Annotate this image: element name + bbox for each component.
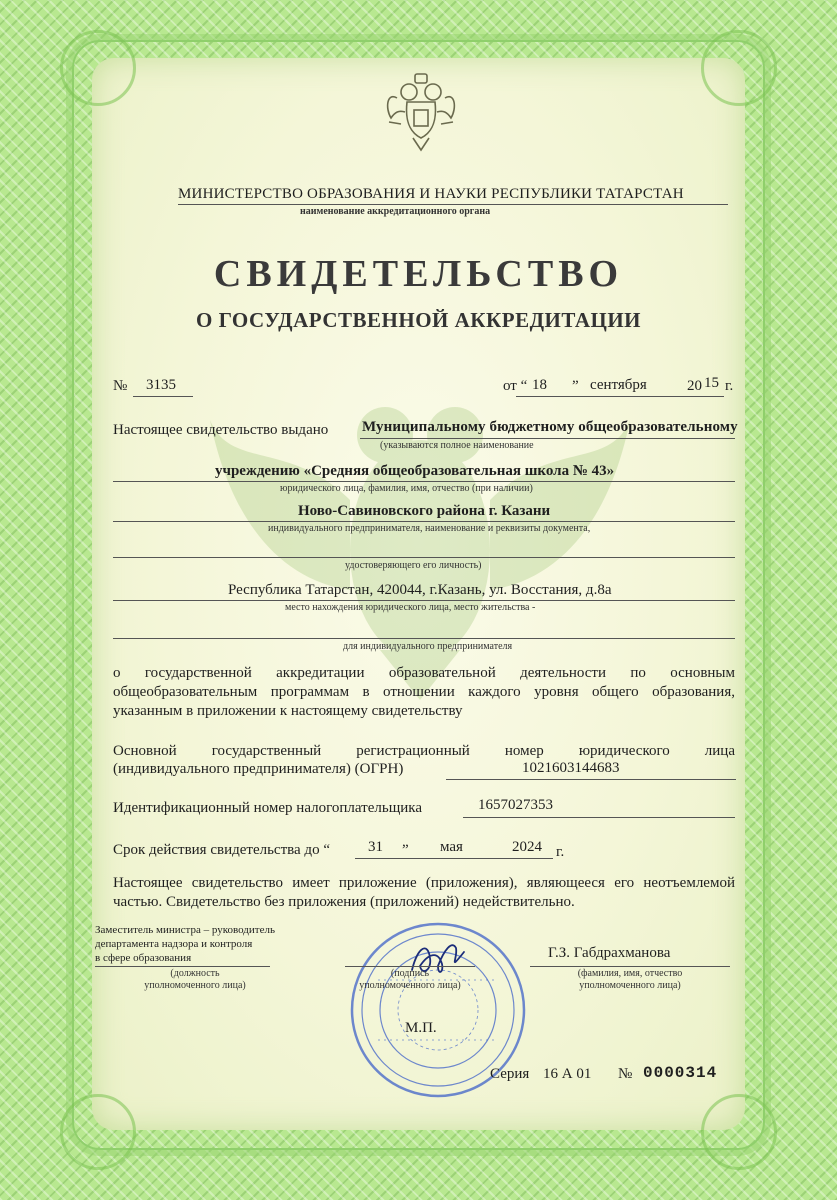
corner-ornament-tr <box>701 30 777 106</box>
address: Республика Татарстан, 420044, г.Казань, ул. Восстания, д.8а <box>228 582 612 598</box>
accreditation-statement: о государственной аккредитации образовательной деятельности по основным общеобразовательным программам в отношении каждого уровня общего образования, указанным в приложении к настоящему свидетельству <box>113 665 735 719</box>
signature-caption-line1: (подпись <box>390 968 430 979</box>
date-year-prefix: 20 <box>687 378 702 394</box>
series-label: Серия <box>490 1066 530 1082</box>
corner-ornament-tl <box>60 30 136 106</box>
issued-to-underline4 <box>113 557 735 558</box>
stamp-place-label: М.П. <box>405 1020 437 1036</box>
caption-location: место нахождения юридического лица, место жительства - <box>285 602 536 613</box>
corner-ornament-br <box>701 1094 777 1170</box>
appendix-statement: Настоящее свидетельство имеет приложение (приложения), являющееся его неотъемлемой частью. Свидетельство без приложения (приложений) недействительно. <box>113 875 735 910</box>
corner-ornament-bl <box>60 1094 136 1170</box>
name-caption <box>540 968 720 992</box>
date-from-label: от “ <box>503 378 528 394</box>
certificate-number: 3135 <box>146 377 176 393</box>
date-day: 18 <box>532 377 547 393</box>
signatory-position <box>95 923 275 965</box>
ministry-name: МИНИСТЕРСТВО ОБРАЗОВАНИЯ И НАУКИ РЕСПУБЛИКИ ТАТАРСТАН <box>178 186 684 202</box>
inn-underline <box>463 817 735 818</box>
ogrn-label: (индивидуального предпринимателя) (ОГРН) <box>113 761 404 777</box>
ministry-underline <box>178 204 728 205</box>
validity-year: 2024 <box>512 839 542 855</box>
ogrn-value: 1021603144683 <box>522 760 620 776</box>
issued-to-line1: Муниципальному бюджетному общеобразовательному <box>362 419 738 435</box>
position-caption-line2: уполномоченного лица) <box>144 980 246 991</box>
name-underline <box>530 966 730 967</box>
caption-identity-document: удостоверяющего его личность) <box>345 560 482 571</box>
position-caption-line1: (должность <box>170 968 220 979</box>
position-caption <box>120 968 270 992</box>
ogrn-underline <box>446 779 736 780</box>
issued-to-label: Настоящее свидетельство выдано <box>113 422 329 438</box>
signatory-position-line3: в сфере образования <box>95 952 192 964</box>
date-year-suffix: 15 <box>704 375 719 391</box>
issued-to-line2: учреждению «Средняя общеобразовательная школа № 43» <box>215 463 615 479</box>
caption-legal-entity: юридического лица, фамилия, имя, отчество (при наличии) <box>280 483 533 494</box>
inn-label: Идентификационный номер налогоплательщика <box>113 800 423 816</box>
date-month: сентября <box>590 377 647 393</box>
document-subtitle: О ГОСУДАРСТВЕННОЙ АККРЕДИТАЦИИ <box>195 308 642 332</box>
name-caption-line2: уполномоченного лица) <box>579 980 681 991</box>
date-year-label: г. <box>725 378 734 394</box>
inn-value: 1657027353 <box>478 797 553 813</box>
date-close-quote: ” <box>572 378 579 394</box>
coat-of-arms-icon <box>383 72 459 152</box>
caption-entrepreneur-residence: для индивидуального предпринимателя <box>343 641 513 652</box>
validity-underline <box>355 858 553 859</box>
address-underline2 <box>113 638 735 639</box>
signature-caption-line2: уполномоченного лица) <box>359 980 461 991</box>
validity-month: мая <box>440 839 463 855</box>
ogrn-description: Основной государственный регистрационный номер юридического лица <box>113 743 735 759</box>
caption-entrepreneur: индивидуального предпринимателя, наименование и реквизиты документа, <box>268 523 591 534</box>
document-title: СВИДЕТЕЛЬСТВО <box>213 253 624 295</box>
validity-day: 31 <box>368 839 383 855</box>
serial-label: № <box>618 1066 633 1082</box>
serial-number: 0000314 <box>643 1064 718 1082</box>
signatory-name: Г.З. Габдрахманова <box>548 945 671 961</box>
issued-to-underline1 <box>360 438 735 439</box>
caption-full-name: (указываются полное наименование <box>380 440 534 451</box>
signature-caption <box>345 968 475 992</box>
validity-label: Срок действия свидетельства до “ <box>113 842 330 858</box>
ministry-caption: наименование аккредитационного органа <box>300 206 491 217</box>
issued-to-underline3 <box>113 521 735 522</box>
issued-to-line3: Ново-Савиновского района г. Казани <box>298 503 551 519</box>
name-caption-line1: (фамилия, имя, отчество <box>577 968 683 979</box>
validity-year-label: г. <box>556 844 565 860</box>
address-underline <box>113 600 735 601</box>
validity-close-quote: ” <box>402 842 409 858</box>
position-underline <box>95 966 270 967</box>
signatory-position-line2: департамента надзора и контроля <box>95 938 253 950</box>
date-underline <box>516 396 724 397</box>
number-underline <box>133 396 193 397</box>
series-value: 16 А 01 <box>543 1066 592 1082</box>
signature-underline <box>345 966 475 967</box>
number-label: № <box>113 378 128 394</box>
issued-to-underline2 <box>113 481 735 482</box>
signatory-position-line1: Заместитель министра – руководитель <box>95 924 275 936</box>
